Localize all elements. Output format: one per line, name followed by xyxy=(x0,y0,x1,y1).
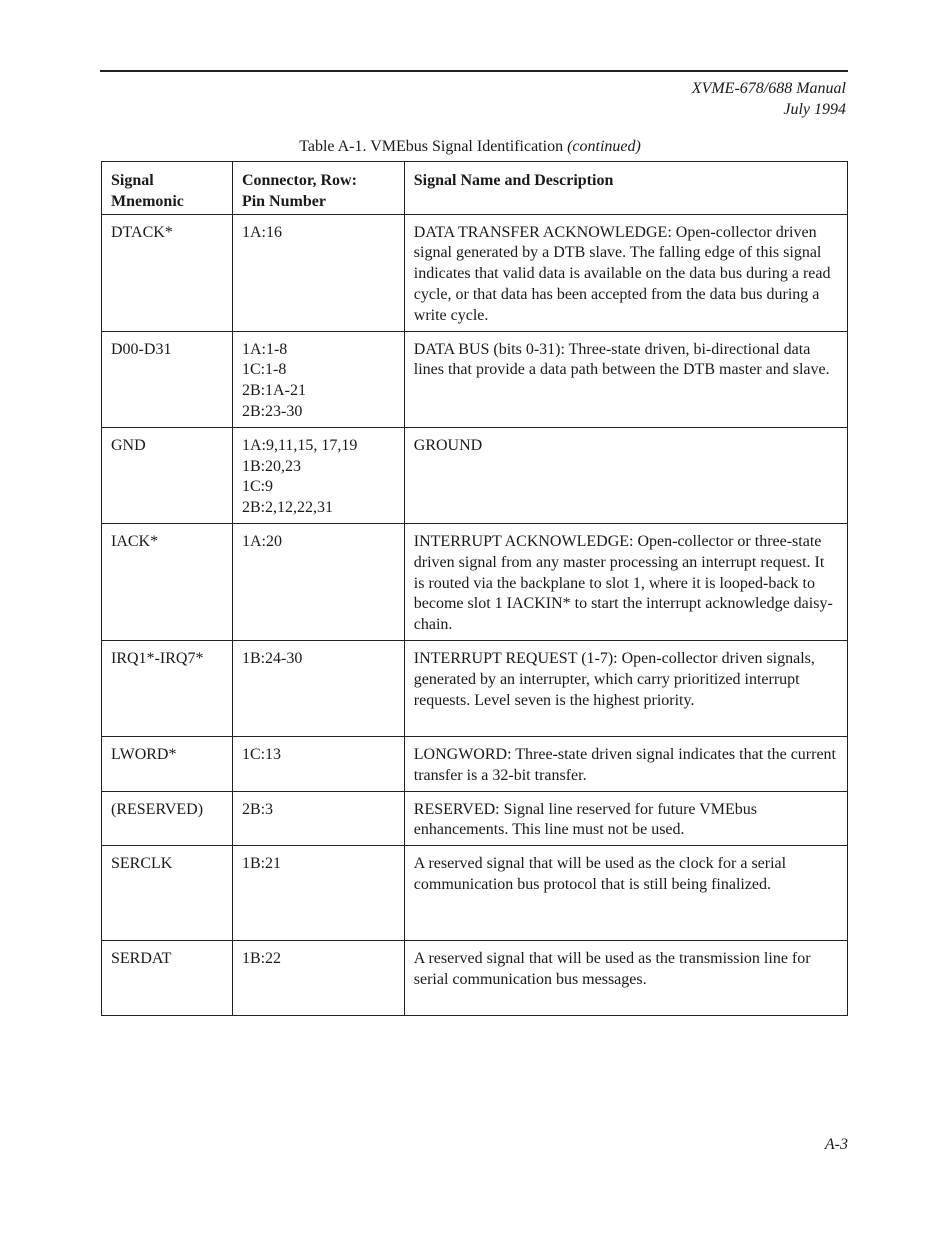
table-row xyxy=(102,427,848,523)
running-header xyxy=(692,78,846,120)
cell-pins xyxy=(232,523,404,640)
pin-entry: 1A:9,11,15, 17,19 xyxy=(241,436,358,454)
table-body xyxy=(102,214,848,1016)
cell-description: INTERRUPT REQUEST (1-7): Open-collector driven signals, generated by an interrupter, which carry prioritized interrupt requests. Level seven is the highest priority. xyxy=(404,640,847,736)
pin-entry: 1C:13 xyxy=(241,745,282,763)
cell-description: A reserved signal that will be used as the transmission line for serial communication bus messages. xyxy=(404,941,847,1016)
cell-description: INTERRUPT ACKNOWLEDGE: Open-collector or three-state driven signal from any master processing an interrupt request. It is routed via the backplane to slot 1, where it is looped-back to become slot 1 IACKIN* to start the interrupt acknowledge daisy-chain. xyxy=(404,523,847,640)
pin-entry: 1B:22 xyxy=(241,950,282,968)
cell-mnemonic: SERDAT xyxy=(102,941,233,1016)
page-number: A-3 xyxy=(824,1136,848,1153)
pin-entry: 2B:3 xyxy=(241,800,274,818)
header-pins xyxy=(232,162,404,215)
header-pins-line: Pin Number xyxy=(241,192,326,210)
header-mnemonic xyxy=(102,162,233,215)
cell-mnemonic: LWORD* xyxy=(102,736,233,791)
cell-pins xyxy=(232,214,404,331)
cell-description: DATA TRANSFER ACKNOWLEDGE: Open-collector driven signal generated by a DTB slave. The falling edge of this signal indicates that valid data is available on the data bus during a read cycle, or that data has been accepted from the data bus during a write cycle. xyxy=(404,214,847,331)
pin-entry: 1C:1-8 xyxy=(241,361,287,379)
manual-title: XVME-678/688 Manual xyxy=(691,80,846,97)
cell-mnemonic: GND xyxy=(102,427,233,523)
table-row xyxy=(102,331,848,427)
cell-pins xyxy=(232,791,404,846)
cell-description: RESERVED: Signal line reserved for future VMEbus enhancements. This line must not be used. xyxy=(404,791,847,846)
table-row xyxy=(102,523,848,640)
cell-description: DATA BUS (bits 0-31): Three-state driven, bi-directional data lines that provide a data path between the DTB master and slave. xyxy=(404,331,847,427)
caption-continued: (continued) xyxy=(567,138,641,155)
pin-entry: 2B:23-30 xyxy=(241,402,303,420)
cell-pins xyxy=(232,427,404,523)
table-row xyxy=(102,640,848,736)
pin-entry: 1B:20,23 xyxy=(241,457,302,475)
cell-pins xyxy=(232,736,404,791)
pin-entry: 1A:16 xyxy=(241,223,282,241)
pin-entry: 1C:9 xyxy=(241,478,274,496)
header-mnemonic-line: Mnemonic xyxy=(111,192,184,210)
caption-main: Table A-1. VMEbus Signal Identification xyxy=(299,138,568,155)
header-mnemonic-line: Signal xyxy=(111,172,154,189)
cell-mnemonic: (RESERVED) xyxy=(102,791,233,846)
cell-pins xyxy=(232,331,404,427)
pin-entry: 1A:20 xyxy=(241,532,282,550)
manual-date: July 1994 xyxy=(783,101,846,118)
cell-mnemonic: IACK* xyxy=(102,523,233,640)
table-header-row xyxy=(102,162,848,215)
table-row xyxy=(102,736,848,791)
header-pins-line: Connector, Row: xyxy=(241,172,357,189)
header-description: Signal Name and Description xyxy=(404,162,847,215)
cell-pins xyxy=(232,640,404,736)
header-rule xyxy=(100,70,848,72)
cell-mnemonic: SERCLK xyxy=(102,846,233,941)
cell-pins xyxy=(232,846,404,941)
cell-mnemonic: IRQ1*-IRQ7* xyxy=(102,640,233,736)
cell-mnemonic: DTACK* xyxy=(102,214,233,331)
pin-entry: 1B:21 xyxy=(241,855,282,873)
cell-mnemonic: D00-D31 xyxy=(102,331,233,427)
table-caption xyxy=(0,138,950,156)
signal-table xyxy=(101,161,848,1016)
cell-description: LONGWORD: Three-state driven signal indicates that the current transfer is a 32-bit transfer. xyxy=(404,736,847,791)
cell-description: A reserved signal that will be used as the clock for a serial communication bus protocol that is still being finalized. xyxy=(404,846,847,941)
table-row xyxy=(102,846,848,941)
pin-entry: 2B:2,12,22,31 xyxy=(241,499,334,517)
pin-entry: 1A:1-8 xyxy=(241,340,288,358)
table-row xyxy=(102,214,848,331)
cell-description: GROUND xyxy=(404,427,847,523)
table-row xyxy=(102,791,848,846)
cell-pins xyxy=(232,941,404,1016)
pin-entry: 2B:1A-21 xyxy=(241,382,306,400)
table-row xyxy=(102,941,848,1016)
pin-entry: 1B:24-30 xyxy=(241,649,303,667)
